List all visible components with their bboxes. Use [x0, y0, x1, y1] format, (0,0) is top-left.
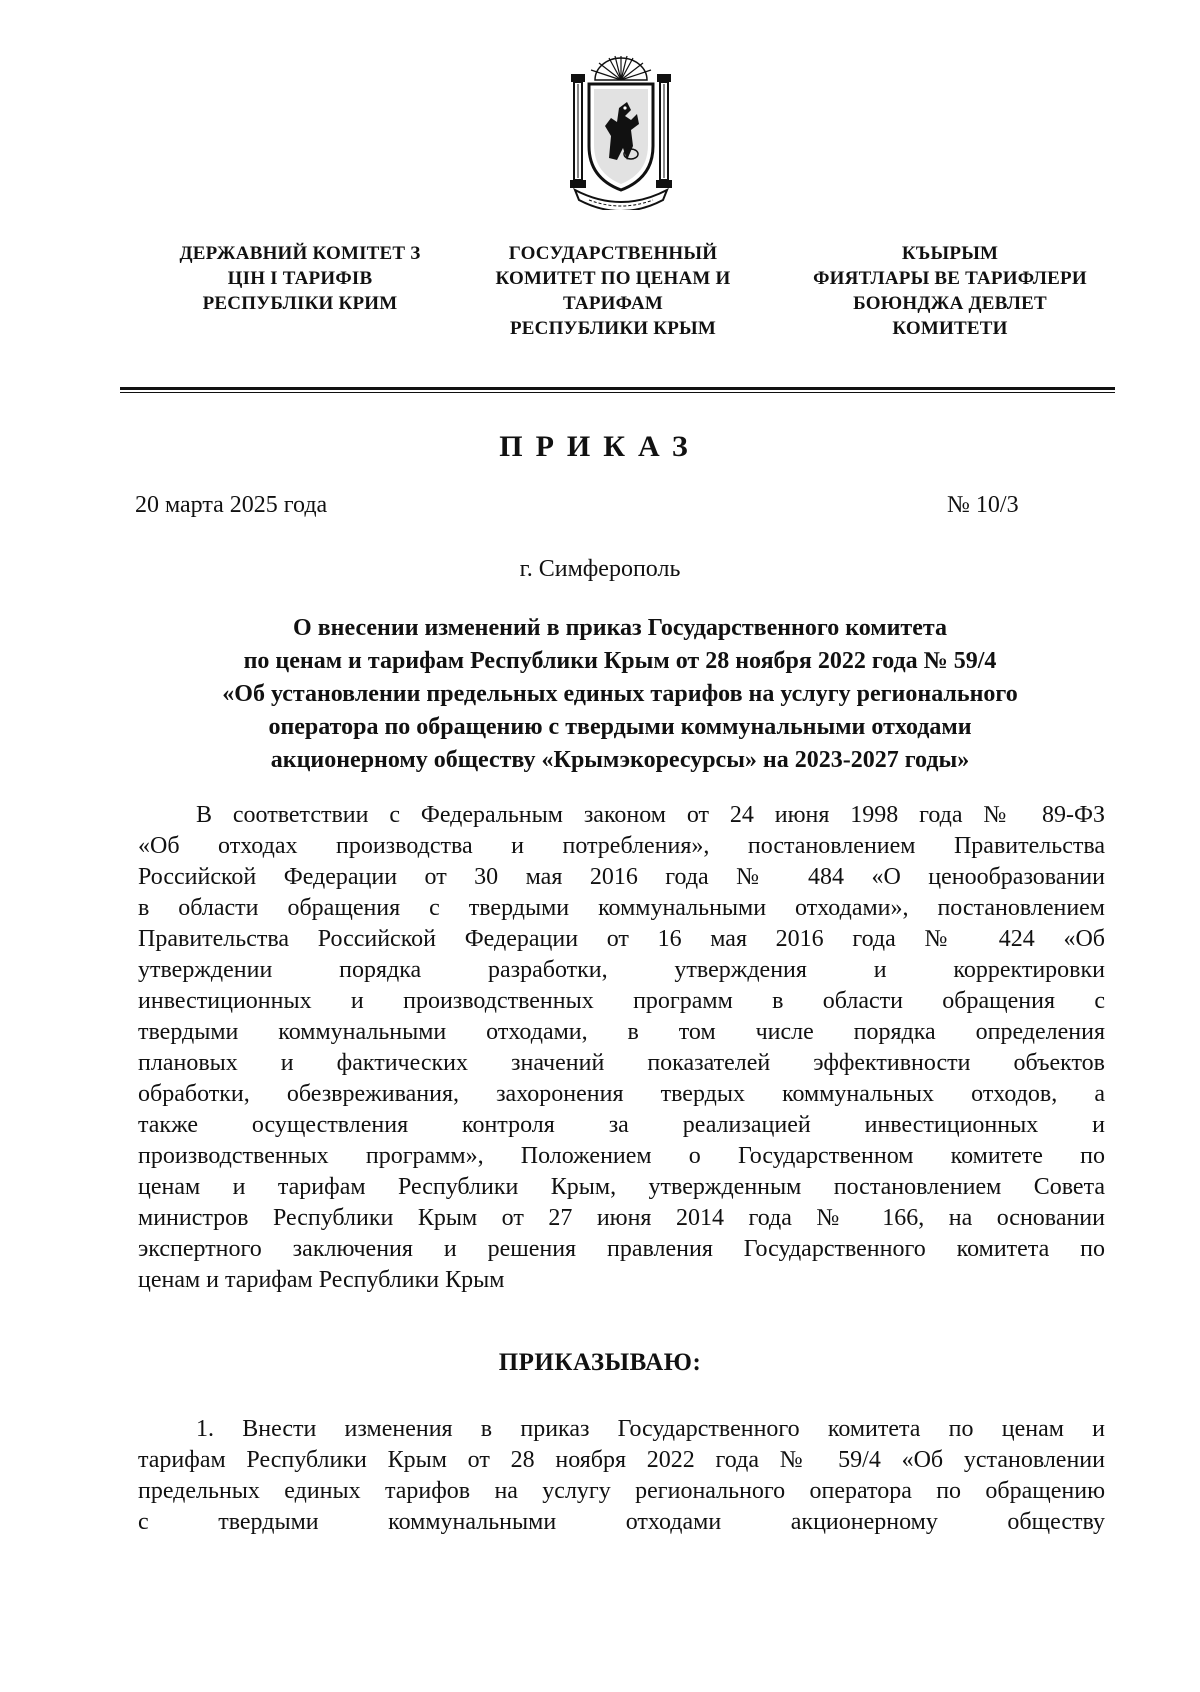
org-name-crimean-tatar: КЪЫРЫМ ФИЯТЛАРЫ ВЕ ТАРИФЛЕРИ БОЮНДЖА ДЕВЛЕТ КОМИТЕТИ	[813, 243, 1087, 339]
org-name-russian: ГОСУДАРСТВЕННЫЙ КОМИТЕТ ПО ЦЕНАМ И ТАРИФАМ РЕСПУБЛИКИ КРЫМ	[495, 243, 731, 339]
order-number: № 10/3	[947, 492, 1019, 518]
crimea-coat-of-arms-icon	[565, 50, 677, 210]
decree-heading: ПРИКАЗЫВАЮ:	[498, 1349, 702, 1376]
org-name-ukrainian: ДЕРЖАВНИЙ КОМІТЕТ З ЦІН І ТАРИФІВ РЕСПУБЛІКИ КРИМ	[179, 243, 421, 314]
preamble-paragraph: В соответствии с Федеральным законом от 24 июня 1998 года № 89-ФЗ «Об отходах производства и потребления», постановлением Правительства Российской Федерации от 30 мая 2016 года № 484 «О ценообразовании в области обращения с твердыми коммунальными отходами», постановлением Правительства Российской Федерации от 16 мая 2016 года № 424 «Об утверждении порядка разработки, утверждения и корректировки инвестиционных и производственных программ в области обращения с твердыми коммунальными отходами, в том числе порядка определения плановых и фактических значений показателей эффективности объектов обработки, обезвреживания, захоронения твердых коммунальных отходов, а также осуществления контроля за реализацией инвестиционных и производственных программ», Положением о Государственном комитете по ценам и тарифам Республики Крым, утвержденным постановлением Совета министров Республики Крым от 27 июня 2014 года № 166, на основании экспертного заключения и решения правления Государственного комитета по ценам и тарифам Республики Крым	[138, 802, 1105, 1293]
order-subject: О внесении изменений в приказ Государственного комитета по ценам и тарифам Республики Крым от 28 ноября 2022 года № 59/4 «Об установлении предельных единых тарифов на услугу регионального оператора по обращению с твердыми коммунальными отходами акционерному обществу «Крымэкоресурсы» на 2023-2027 годы»	[222, 615, 1018, 773]
document-title: ПРИКАЗ	[499, 430, 701, 463]
order-date: 20 марта 2025 года	[135, 492, 328, 518]
order-item-1: 1. Внести изменения в приказ Государственного комитета по ценам и тарифам Республики Крым от 28 ноября 2022 года № 59/4 «Об установлении предельных единых тарифов на услугу регионального оператора по обращению с твердыми коммунальными отходами акционерному обществу	[138, 1416, 1105, 1535]
order-city: г. Симферополь	[519, 556, 681, 582]
header-divider-thin	[120, 392, 1115, 393]
header-divider	[120, 387, 1115, 390]
